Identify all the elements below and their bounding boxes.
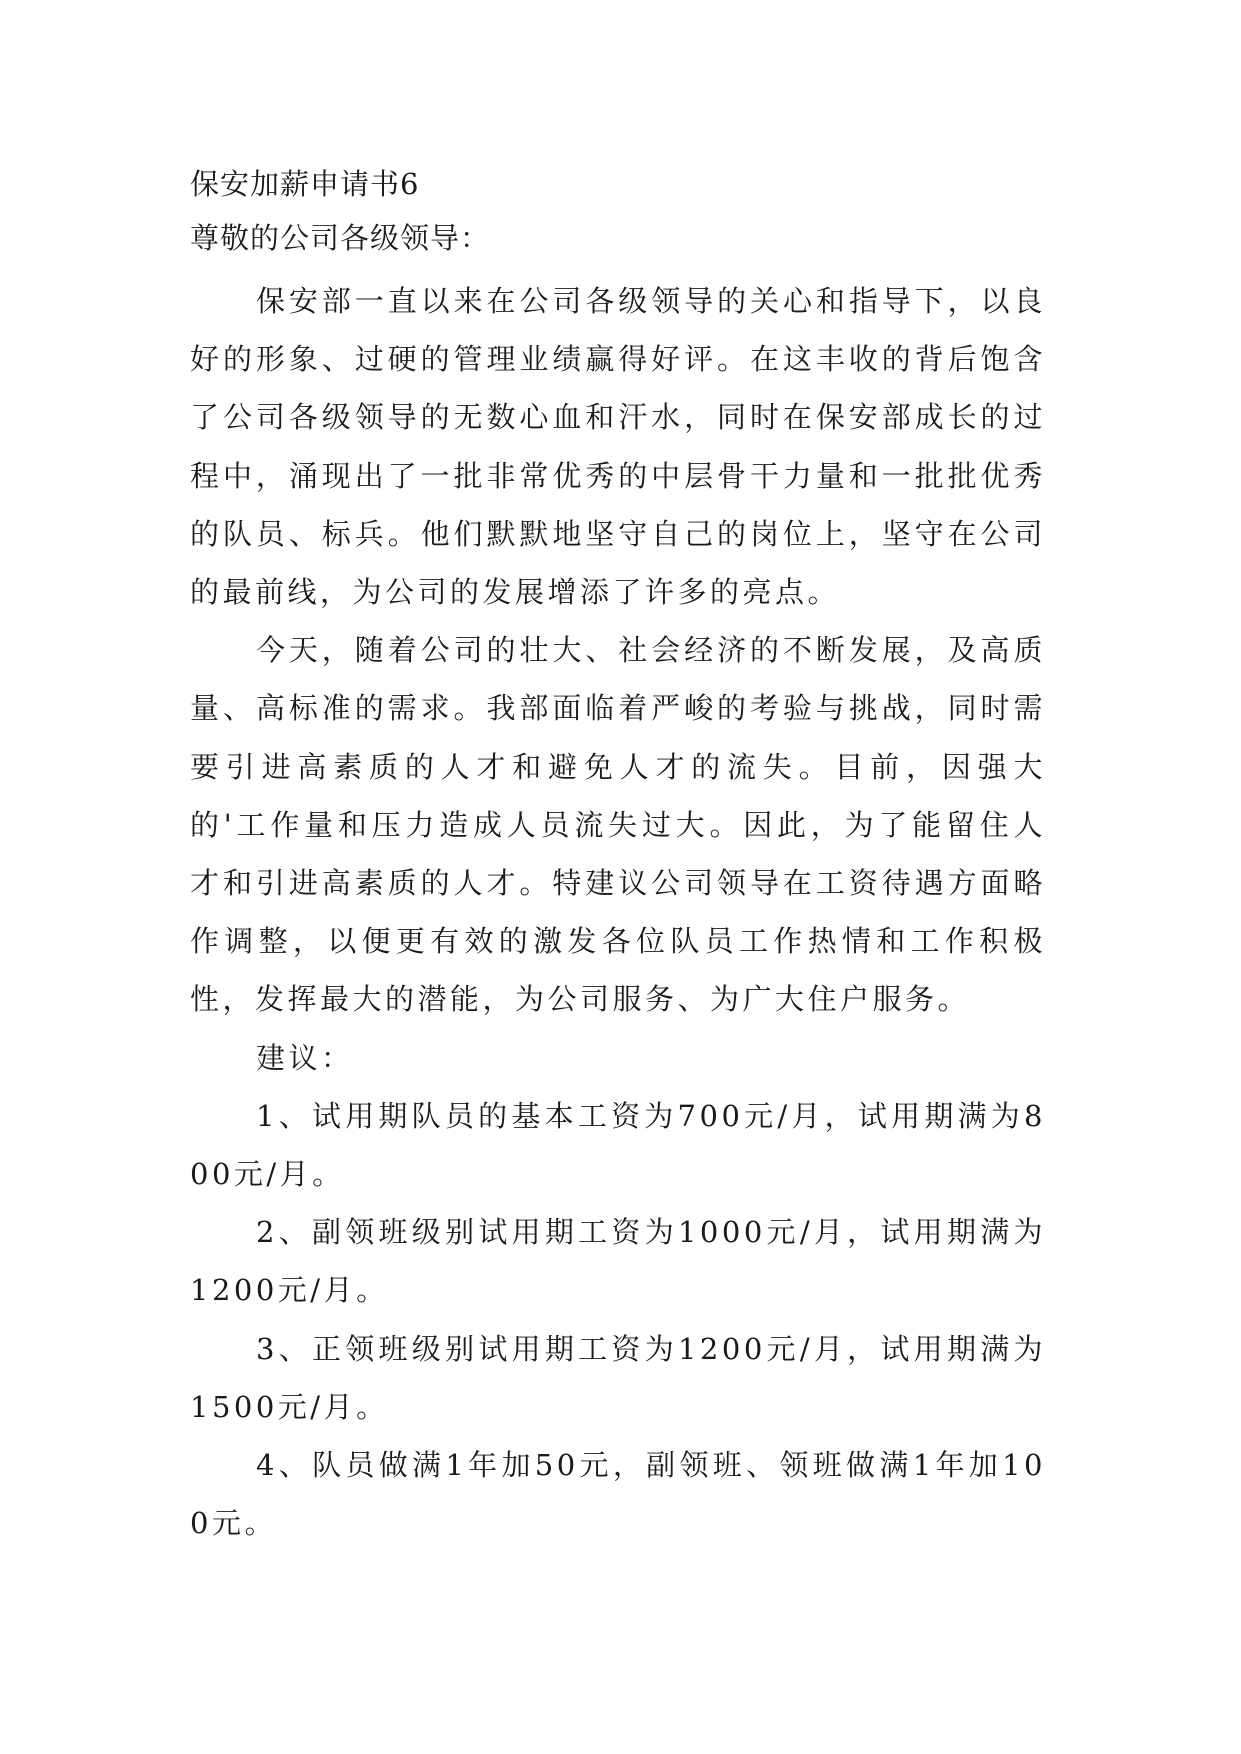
paragraph-intro: 保安部一直以来在公司各级领导的关心和指导下，以良好的形象、过硬的管理业绩赢得好评。在这丰收的背后饱含了公司各级领导的无数心血和汗水，同时在保安部成长的过程中，涌现出了一批非常优秀的中层骨干力量和一批批优秀的队员、标兵。他们默默地坚守自己的岗位上，坚守在公司的最前线，为公司的发展增添了许多的亮点。 xyxy=(190,284,1046,610)
salutation: 尊敬的公司各级领导： xyxy=(190,221,491,255)
document-body xyxy=(190,272,1046,1552)
paragraph-suggestion-heading: 建议： xyxy=(256,1040,354,1075)
paragraph-item-3: 3、正领班级别试用期工资为1200元/月，试用期满为1500元/月。 xyxy=(190,1331,1046,1424)
paragraph-item-2: 2、副领班级别试用期工资为1000元/月，试用期满为1200元/月。 xyxy=(190,1215,1046,1308)
paragraph-item-4: 4、队员做满1年加50元，副领班、领班做满1年加100元。 xyxy=(190,1448,1046,1541)
paragraph-situation: 今天，随着公司的壮大、社会经济的不断发展，及高质量、高标准的需求。我部面临着严峻的考验与挑战，同时需要引进高素质的人才和避免人才的流失。目前，因强大的'工作量和压力造成人员流失过大。因此，为了能留住人才和引进高素质的人才。特建议公司领导在工资待遇方面略作调整，以便更有效的激发各位队员工作热情和工作积极性，发挥最大的潜能，为公司服务、为广大住户服务。 xyxy=(190,633,1046,1017)
paragraph-item-1: 1、试用期队员的基本工资为700元/月，试用期满为800元/月。 xyxy=(190,1098,1046,1192)
document-title: 保安加薪申请书6 xyxy=(190,167,420,201)
